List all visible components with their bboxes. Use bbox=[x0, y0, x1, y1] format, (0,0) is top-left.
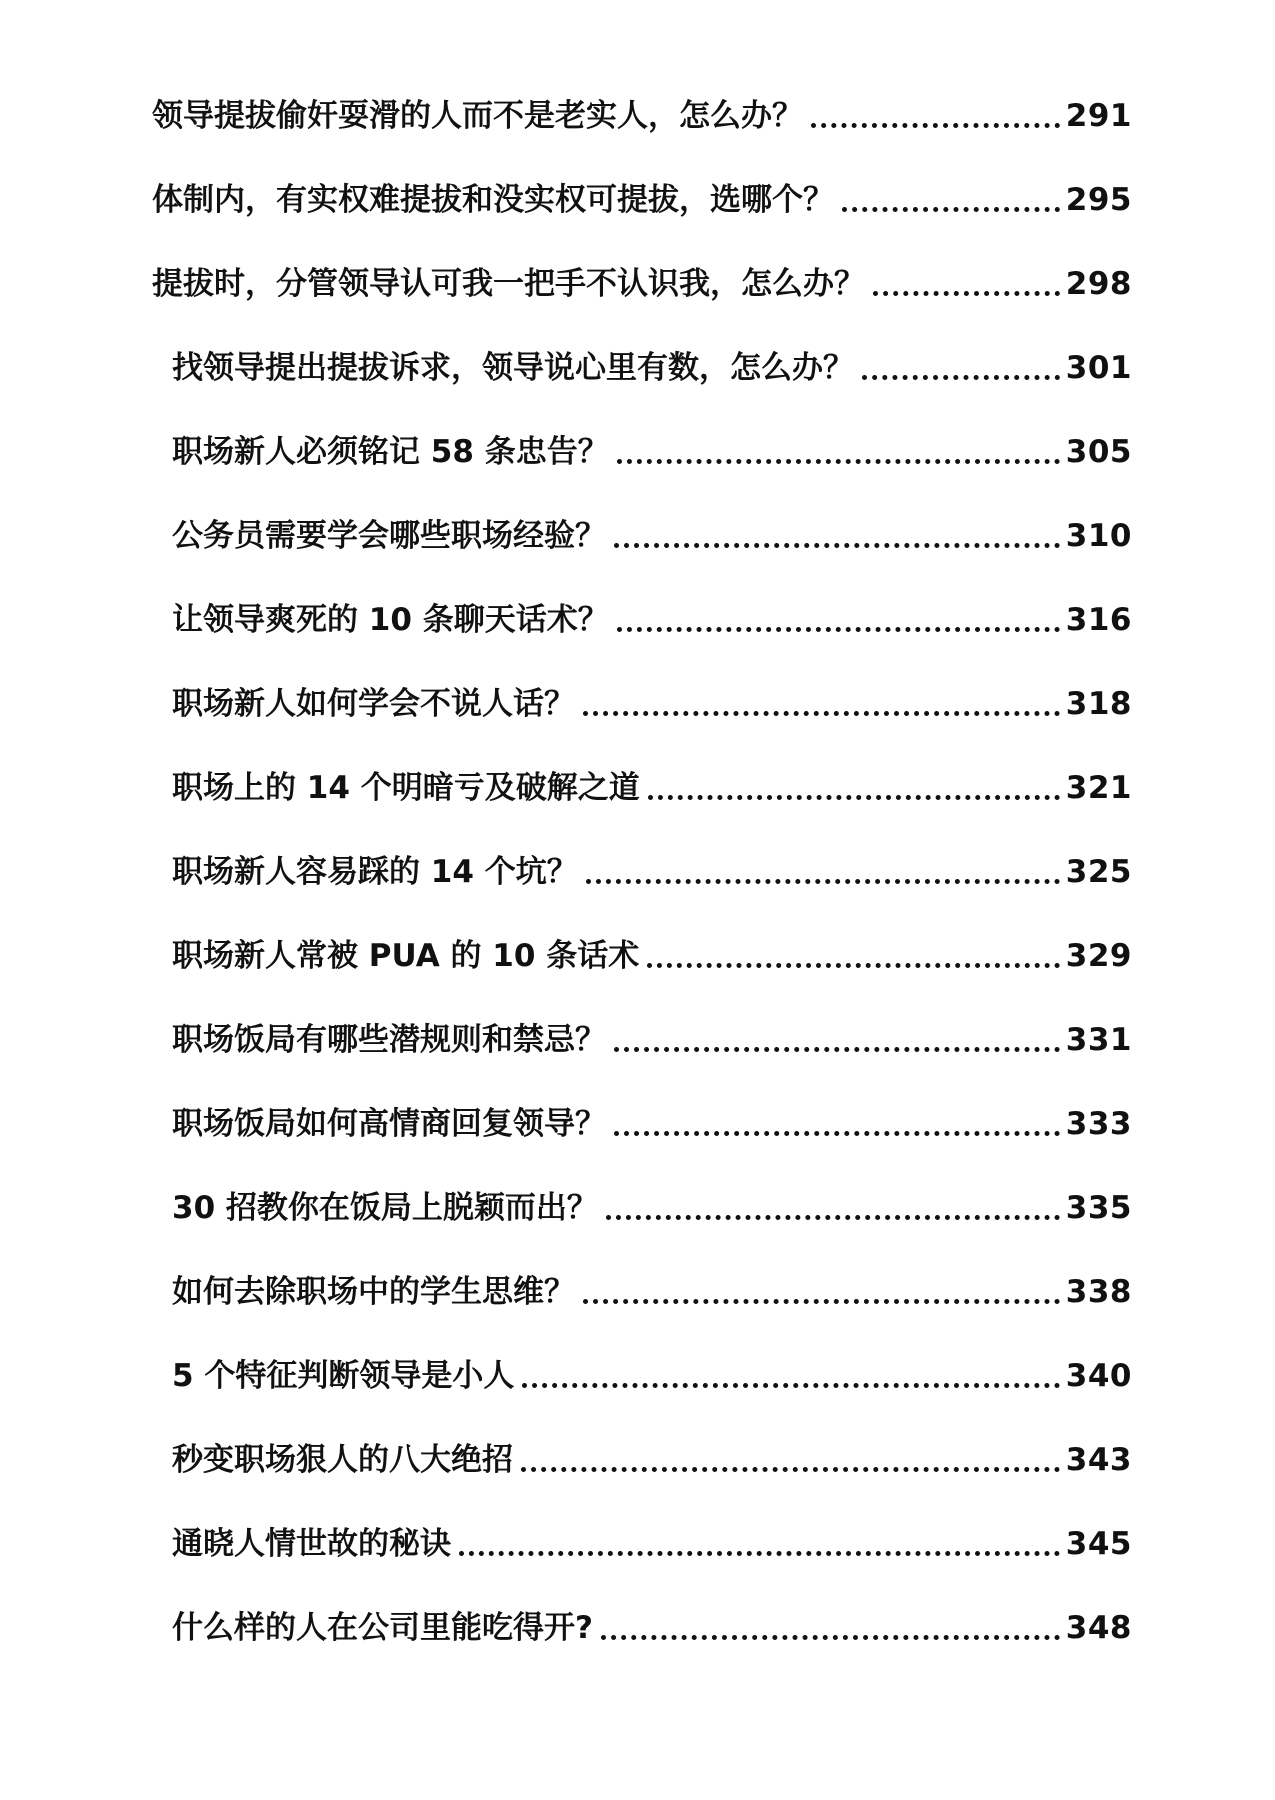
toc-dot-leader bbox=[647, 963, 1060, 968]
toc-dot-leader bbox=[583, 1299, 1060, 1304]
toc-page-number: 301 bbox=[1065, 350, 1132, 386]
toc-entry-title: 秒变职场狠人的八大绝招 bbox=[172, 1442, 513, 1478]
toc-entry-title: 如何去除职场中的学生思维？ bbox=[172, 1274, 575, 1310]
toc-entry-title: 职场新人如何学会不说人话？ bbox=[172, 686, 575, 722]
toc-entry[interactable] bbox=[172, 1514, 1132, 1570]
toc-entry-title: 提拔时，分管领导认可我一把手不认识我，怎么办？ bbox=[152, 266, 865, 302]
toc-entry[interactable] bbox=[172, 674, 1132, 730]
toc-dot-leader bbox=[614, 1047, 1060, 1052]
toc-page-number: 305 bbox=[1065, 434, 1132, 470]
toc-page-number: 333 bbox=[1065, 1106, 1132, 1142]
toc-page-number: 316 bbox=[1065, 602, 1132, 638]
toc-entry-title: 什么样的人在公司里能吃得开? bbox=[172, 1610, 593, 1646]
toc-entry-title: 职场新人容易踩的 14 个坑？ bbox=[172, 854, 578, 890]
toc-entry-title: 领导提拔偷奸耍滑的人而不是老实人，怎么办？ bbox=[152, 98, 803, 134]
toc-dot-leader bbox=[873, 291, 1060, 296]
toc-entry[interactable] bbox=[152, 86, 1132, 142]
toc-page-number: 321 bbox=[1065, 770, 1132, 806]
toc-entry-title: 体制内，有实权难提拔和没实权可提拔，选哪个？ bbox=[152, 182, 834, 218]
toc-entry-title: 职场上的 14 个明暗亏及破解之道 bbox=[172, 770, 640, 806]
toc-entry[interactable] bbox=[172, 1094, 1132, 1150]
toc-entry-title: 5 个特征判断领导是小人 bbox=[172, 1358, 515, 1394]
toc-page-number: 331 bbox=[1065, 1022, 1132, 1058]
toc-dot-leader bbox=[862, 375, 1060, 380]
toc-dot-leader bbox=[521, 1467, 1060, 1472]
toc-page-number: 291 bbox=[1065, 98, 1132, 134]
toc-page-number: 325 bbox=[1065, 854, 1132, 890]
toc-entry-title: 职场饭局如何高情商回复领导？ bbox=[172, 1106, 606, 1142]
toc-page-number: 343 bbox=[1065, 1442, 1132, 1478]
toc-entry-title: 职场饭局有哪些潜规则和禁忌？ bbox=[172, 1022, 606, 1058]
toc-entry-title: 职场新人常被 PUA 的 10 条话术 bbox=[172, 938, 640, 974]
toc-page-number: 345 bbox=[1065, 1526, 1132, 1562]
toc-entry-title: 公务员需要学会哪些职场经验？ bbox=[172, 518, 606, 554]
toc-dot-leader bbox=[606, 1215, 1060, 1220]
toc-dot-leader bbox=[648, 795, 1060, 800]
toc-entry[interactable] bbox=[152, 254, 1132, 310]
toc-page-number: 340 bbox=[1065, 1358, 1132, 1394]
toc-entry[interactable] bbox=[172, 758, 1132, 814]
toc-entry[interactable] bbox=[152, 170, 1132, 226]
toc-page-number: 348 bbox=[1065, 1610, 1132, 1646]
toc-entry[interactable] bbox=[172, 926, 1132, 982]
toc-dot-leader bbox=[459, 1551, 1060, 1556]
toc-page-number: 298 bbox=[1065, 266, 1132, 302]
toc-entry[interactable] bbox=[172, 842, 1132, 898]
toc-entry-title: 30 招教你在饭局上脱颖而出？ bbox=[172, 1190, 598, 1226]
toc-entry[interactable] bbox=[172, 1010, 1132, 1066]
toc-entry[interactable] bbox=[172, 1430, 1132, 1486]
toc-entry[interactable] bbox=[172, 422, 1132, 478]
toc-dot-leader bbox=[614, 543, 1060, 548]
toc-page-number: 338 bbox=[1065, 1274, 1132, 1310]
toc-entry-title: 让领导爽死的 10 条聊天话术？ bbox=[172, 602, 609, 638]
toc-entry[interactable] bbox=[172, 506, 1132, 562]
toc-page-number: 295 bbox=[1065, 182, 1132, 218]
toc-dot-leader bbox=[811, 123, 1060, 128]
toc-page-number: 318 bbox=[1065, 686, 1132, 722]
toc-page-number: 310 bbox=[1065, 518, 1132, 554]
toc-dot-leader bbox=[617, 627, 1060, 632]
toc-page-number: 335 bbox=[1065, 1190, 1132, 1226]
toc-dot-leader bbox=[522, 1383, 1059, 1388]
toc-entry-title: 职场新人必须铭记 58 条忠告？ bbox=[172, 434, 609, 470]
toc-dot-leader bbox=[842, 207, 1060, 212]
toc-entry[interactable] bbox=[172, 1598, 1132, 1654]
toc-entry[interactable] bbox=[172, 1178, 1132, 1234]
toc-entry[interactable] bbox=[172, 338, 1132, 394]
toc-dot-leader bbox=[614, 1131, 1060, 1136]
toc-entry[interactable] bbox=[172, 590, 1132, 646]
toc-dot-leader bbox=[583, 711, 1060, 716]
toc-dot-leader bbox=[601, 1635, 1060, 1640]
toc-dot-leader bbox=[586, 879, 1060, 884]
toc-dot-leader bbox=[617, 459, 1060, 464]
toc-entry-title: 找领导提出提拔诉求，领导说心里有数，怎么办？ bbox=[172, 350, 854, 386]
toc-entry[interactable] bbox=[172, 1262, 1132, 1318]
toc-entry[interactable] bbox=[172, 1346, 1132, 1402]
toc-page-number: 329 bbox=[1065, 938, 1132, 974]
toc-entry-title: 通晓人情世故的秘诀 bbox=[172, 1526, 451, 1562]
